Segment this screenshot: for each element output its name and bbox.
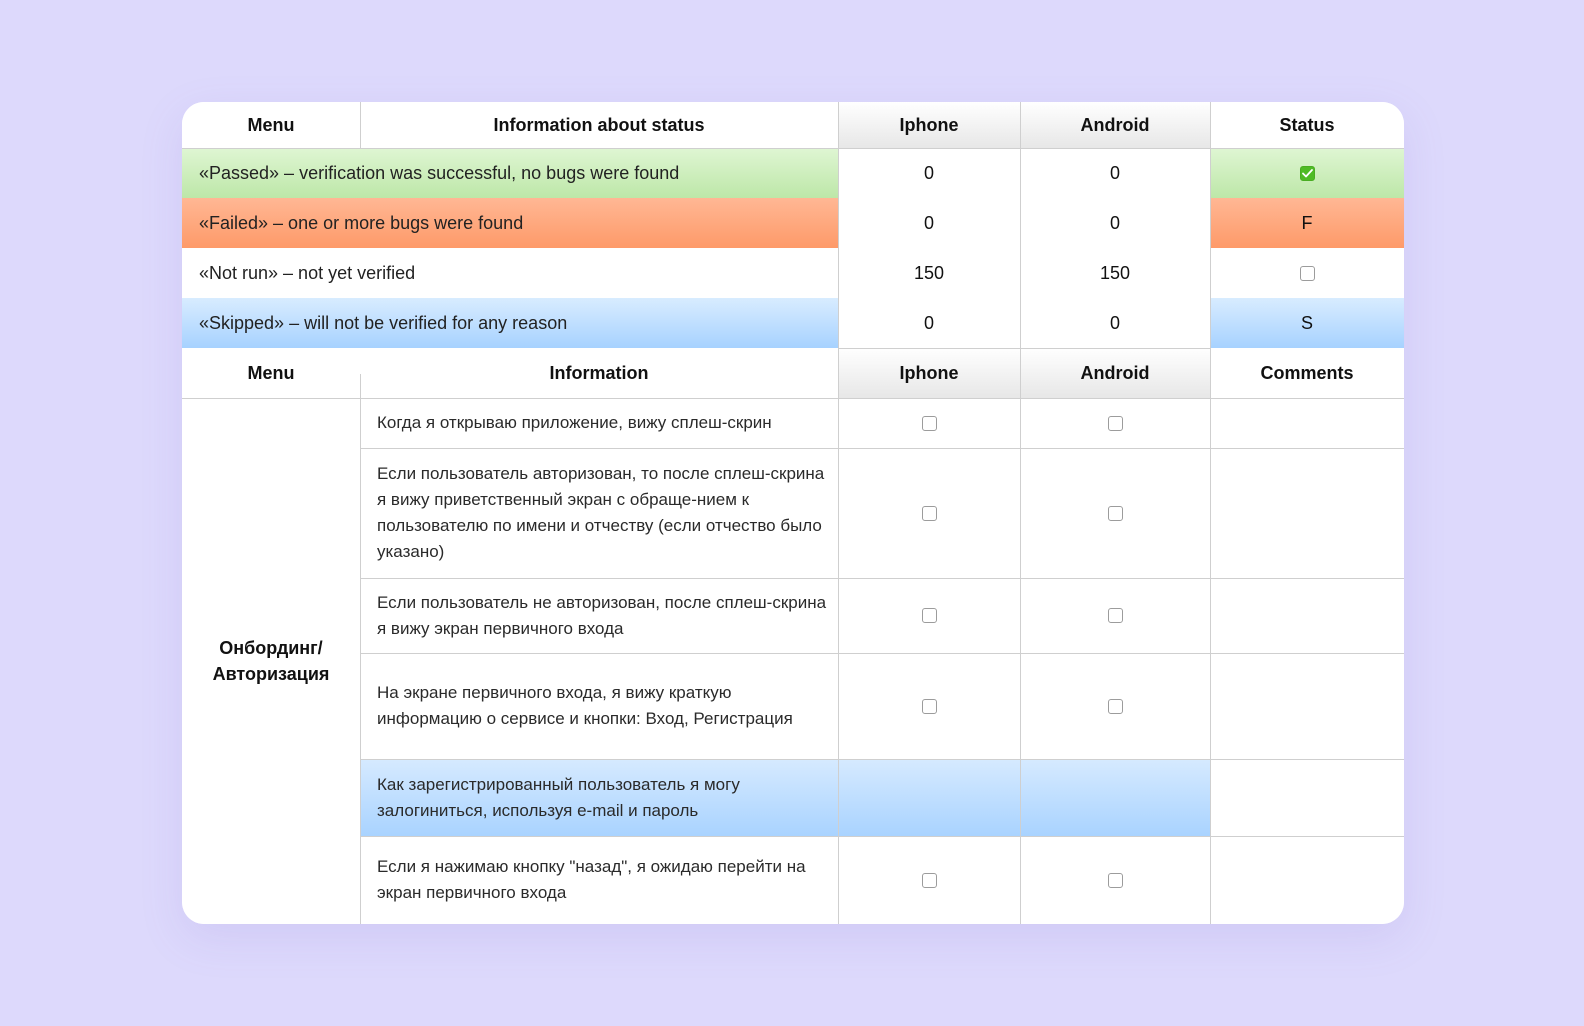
header-android-label: Android — [1080, 114, 1150, 135]
status-iphone-count — [838, 198, 1020, 248]
iphone-checkbox[interactable] — [922, 699, 937, 714]
android-result-cell — [1020, 398, 1210, 448]
header-menu-label: Menu — [247, 362, 295, 383]
iphone-checkbox[interactable] — [922, 608, 937, 623]
status-android-count — [1020, 198, 1210, 248]
checked-checkbox-icon[interactable] — [1300, 166, 1315, 181]
status-description: «Failed» – one or more bugs were found — [199, 212, 524, 233]
grid-line — [838, 102, 839, 924]
test-case-description: Если я нажимаю кнопку "назад", я ожидаю перейти на экран первичного входа — [377, 857, 806, 902]
status-letter: S — [1300, 312, 1313, 333]
status-skipped-indicator — [1210, 298, 1404, 348]
grid-line — [360, 653, 1404, 654]
header-iphone — [838, 348, 1020, 398]
comments-cell[interactable] — [1210, 398, 1404, 448]
android-checkbox[interactable] — [1108, 416, 1123, 431]
header-information-status-label: Information about status — [493, 114, 705, 135]
grid-line — [1020, 102, 1021, 924]
android-result-cell — [1020, 448, 1210, 578]
test-case-text — [360, 448, 838, 578]
header-information-status — [360, 102, 838, 148]
android-result-cell — [1020, 836, 1210, 924]
status-android-count — [1020, 148, 1210, 198]
header-information-label: Information — [549, 362, 649, 383]
grid-line — [360, 759, 1404, 760]
status-description: «Skipped» – will not be verified for any reason — [199, 312, 568, 333]
iphone-checkbox[interactable] — [922, 873, 937, 888]
iphone-result-cell — [838, 448, 1020, 578]
status-passed-indicator — [1210, 148, 1404, 198]
status-failed-indicator — [1210, 198, 1404, 248]
header-iphone — [838, 102, 1020, 148]
grid-line — [360, 102, 361, 148]
status-android-count — [1020, 298, 1210, 348]
test-case-text-highlighted — [360, 759, 838, 836]
android-checkbox[interactable] — [1108, 873, 1123, 888]
count-value: 150 — [913, 262, 945, 283]
header-menu-label: Menu — [247, 114, 295, 135]
status-iphone-count — [838, 298, 1020, 348]
android-result-cell — [1020, 653, 1210, 759]
status-iphone-count — [838, 148, 1020, 198]
status-letter: F — [1301, 212, 1313, 233]
grid-line — [360, 578, 1404, 579]
test-case-text — [360, 653, 838, 759]
section-onboarding-authorization — [182, 398, 360, 924]
empty-checkbox-icon[interactable] — [1300, 266, 1315, 281]
android-checkbox[interactable] — [1108, 608, 1123, 623]
comments-cell[interactable] — [1210, 836, 1404, 924]
grid-line — [360, 374, 361, 924]
android-checkbox[interactable] — [1108, 699, 1123, 714]
header-menu — [182, 102, 360, 148]
iphone-result-cell — [838, 398, 1020, 448]
iphone-result-cell — [838, 759, 1020, 836]
header-android — [1020, 348, 1210, 398]
count-value: 0 — [923, 212, 934, 233]
grid-line — [1210, 102, 1211, 924]
header-iphone-label: Iphone — [899, 114, 959, 135]
status-row-passed — [182, 148, 838, 198]
header-status — [1210, 102, 1404, 148]
grid-line — [838, 348, 1210, 349]
test-case-description: Как зарегистрированный пользователь я могу залогиниться, используя e-mail и пароль — [377, 774, 740, 820]
iphone-checkbox[interactable] — [922, 506, 937, 521]
count-value: 0 — [923, 312, 934, 333]
count-value: 0 — [1109, 212, 1120, 233]
status-android-count — [1020, 248, 1210, 298]
count-value: 0 — [1109, 312, 1120, 333]
header-comments-label: Comments — [1260, 362, 1354, 383]
header-iphone-label: Iphone — [899, 362, 959, 383]
section-label-line1: Онбординг/ — [219, 638, 323, 658]
header-information — [360, 348, 838, 398]
test-status-table-card — [182, 102, 1404, 924]
count-value: 0 — [1109, 162, 1120, 183]
grid-line — [360, 448, 1404, 449]
android-checkbox[interactable] — [1108, 506, 1123, 521]
status-description: «Not run» – not yet verified — [199, 262, 416, 283]
iphone-result-cell — [838, 578, 1020, 653]
test-case-description: На экране первичного входа, я вижу краткую информацию о сервисе и кнопки: Вход, Регистрация — [377, 683, 793, 728]
header-comments — [1210, 348, 1404, 398]
status-row-failed — [182, 198, 838, 248]
section-label-line2: Авторизация — [212, 664, 330, 684]
header-status-label: Status — [1279, 114, 1335, 135]
comments-cell[interactable] — [1210, 578, 1404, 653]
comments-cell[interactable] — [1210, 759, 1404, 836]
iphone-checkbox[interactable] — [922, 416, 937, 431]
comments-cell[interactable] — [1210, 448, 1404, 578]
test-case-text — [360, 836, 838, 924]
status-row-not-run — [182, 248, 838, 298]
iphone-result-cell — [838, 836, 1020, 924]
status-iphone-count — [838, 248, 1020, 298]
test-case-description: Если пользователь авторизован, то после сплеш-скрина я вижу приветственный экран с обраще-нием к пользователю по имени и отчеству (если отчество было указано) — [377, 464, 825, 561]
test-case-text — [360, 578, 838, 653]
android-result-cell — [1020, 759, 1210, 836]
header-menu — [182, 348, 360, 398]
status-not-run-indicator — [1210, 248, 1404, 298]
comments-cell[interactable] — [1210, 653, 1404, 759]
grid-line — [360, 836, 1404, 837]
count-value: 0 — [923, 162, 934, 183]
status-description: «Passed» – verification was successful, no bugs were found — [199, 162, 680, 183]
test-case-description: Если пользователь не авторизован, после сплеш-скрина я вижу экран первичного входа — [377, 592, 827, 638]
grid-line — [182, 148, 1404, 149]
test-case-text — [360, 398, 838, 448]
header-android — [1020, 102, 1210, 148]
android-result-cell — [1020, 578, 1210, 653]
count-value: 150 — [1099, 262, 1131, 283]
grid-line — [182, 398, 1404, 399]
header-android-label: Android — [1080, 362, 1150, 383]
iphone-result-cell — [838, 653, 1020, 759]
test-case-description: Когда я открываю приложение, вижу сплеш-скрин — [377, 413, 772, 432]
status-row-skipped — [182, 298, 838, 348]
